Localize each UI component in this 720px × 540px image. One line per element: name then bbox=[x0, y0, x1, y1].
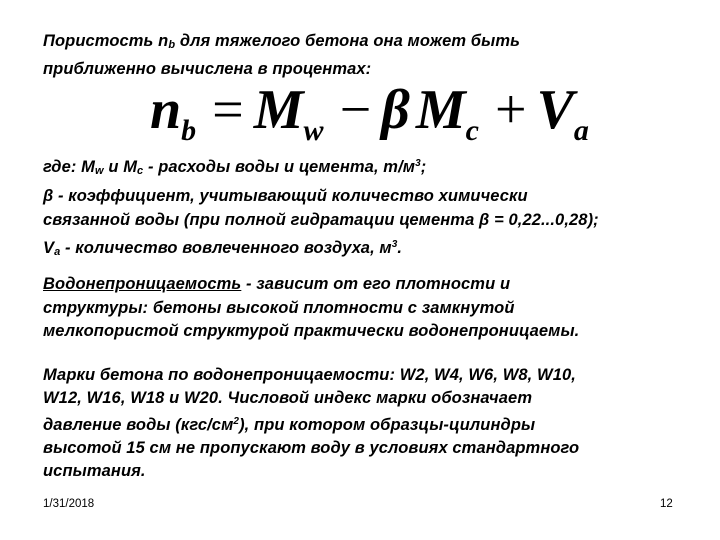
legend-text-f: . bbox=[397, 238, 403, 257]
legend-text-e: - количество вовлеченного воздуха, м bbox=[60, 238, 392, 257]
grades-line-1: Марки бетона по водонепроницаемости: W2, W4, W6, W8, W10, bbox=[43, 366, 576, 384]
formula-n: n bbox=[150, 79, 182, 141]
formula-v-a-sub: a bbox=[573, 114, 589, 147]
definition-line-2: структуры: бетоны высокой плотности с замкнутой bbox=[43, 298, 515, 317]
intro-line-2: приближенно вычислена в процентах: bbox=[43, 59, 372, 78]
legend-line-2: β - коэффициент, учитывающий количество химически bbox=[43, 186, 528, 205]
legend-sub-c: c bbox=[137, 165, 144, 177]
definition-text-a: - зависит от его плотности и bbox=[241, 275, 511, 293]
grades-line-4: высотой 15 см не пропускают воду в условиях стандартного bbox=[43, 439, 580, 457]
water-resistance-grades bbox=[43, 364, 693, 483]
water-resistance-definition bbox=[43, 273, 693, 344]
formula-n-sub: b bbox=[181, 114, 197, 147]
grades-text-a: давление воды (кгс/см bbox=[43, 416, 234, 434]
legend-sup-3b: 3 bbox=[391, 238, 398, 250]
legend-text-d: ; bbox=[420, 158, 427, 176]
intro-text-a: Пористость n bbox=[43, 32, 169, 50]
porosity-formula bbox=[150, 78, 610, 148]
intro-sub-b: b bbox=[168, 39, 176, 51]
formula-equals: = bbox=[212, 79, 244, 141]
term-water-resistance: Водонепроницаемость bbox=[43, 275, 242, 293]
legend-text-a: где: M bbox=[43, 158, 95, 176]
formula-minus: − bbox=[339, 79, 372, 141]
formula-plus: + bbox=[494, 79, 527, 141]
legend-text-b: и M bbox=[103, 158, 138, 176]
legend-line-3: связанной воды (при полной гидратации цемента β = 0,22...0,28); bbox=[43, 211, 599, 229]
legend-line-4 bbox=[43, 233, 715, 265]
legend-line-1 bbox=[43, 152, 715, 184]
formula-beta: β bbox=[381, 79, 410, 141]
formula-m-w-sub: w bbox=[303, 114, 324, 147]
legend-text-c: - расходы воды и цемента, т/м bbox=[143, 158, 416, 176]
legend-v: V bbox=[43, 238, 55, 257]
grades-line-5: испытания. bbox=[43, 462, 146, 480]
porosity-intro bbox=[43, 30, 643, 81]
intro-text-b: для тяжелого бетона она может быть bbox=[175, 32, 520, 50]
formula-m-c: M bbox=[415, 79, 466, 141]
grades-line-3 bbox=[43, 410, 693, 437]
grades-line-2: W12, W16, W18 и W20. Числовой индекс марки обозначает bbox=[43, 389, 533, 407]
formula-m-c-sub: c bbox=[465, 114, 479, 147]
grades-sup-2: 2 bbox=[233, 416, 240, 427]
formula-legend bbox=[43, 152, 715, 264]
legend-sub-w: w bbox=[94, 165, 104, 177]
page-number: 12 bbox=[660, 498, 673, 510]
footer-date: 1/31/2018 bbox=[43, 498, 95, 510]
legend-sup-3: 3 bbox=[415, 158, 421, 169]
formula-m-w: M bbox=[253, 79, 304, 141]
formula-v-a: V bbox=[536, 79, 574, 141]
intro-line-1 bbox=[43, 30, 643, 58]
grades-text-b: ), при котором образцы-цилиндры bbox=[239, 416, 536, 434]
definition-line-3: мелкопористой структурой практически водонепроницаемы. bbox=[43, 322, 580, 340]
legend-sub-a: a bbox=[54, 245, 61, 258]
definition-line-1 bbox=[43, 273, 693, 297]
